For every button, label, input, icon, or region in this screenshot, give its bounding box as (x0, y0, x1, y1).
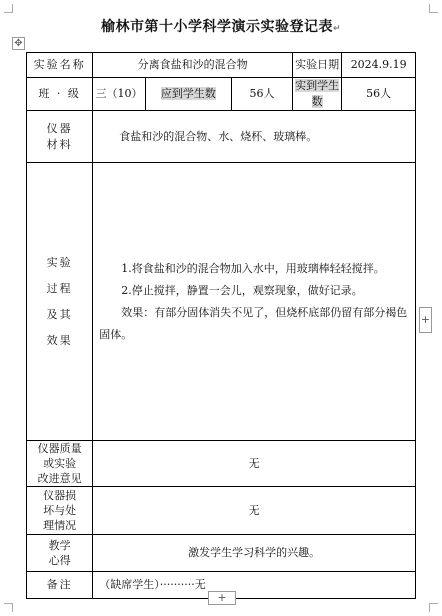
process-label-line4: 效果 (46, 333, 73, 347)
table-move-handle-icon[interactable]: ✥ (12, 37, 25, 50)
materials-label-line2: 材料 (46, 137, 73, 151)
expected-students-label-cell (145, 78, 231, 111)
experiment-name-label: 实验名称 (27, 53, 93, 78)
quality-label-line1: 仪器质量 (37, 442, 82, 455)
document-title-text: 榆林市第十小学科学演示实验登记表 (100, 19, 333, 35)
process-label-line2: 过程 (46, 281, 73, 295)
quality-label-line3: 改进意见 (37, 472, 82, 485)
class-label: 班 · 级 (27, 78, 93, 111)
actual-students-label: 实到学生数 (295, 79, 340, 108)
crop-mark-top-left (4, 4, 13, 13)
process-step-1: 1.将食盐和沙的混合物加入水中，用玻璃棒轻轻搅拌。 (121, 261, 385, 275)
insight-value[interactable]: 激发学生学习科学的兴趣。 (93, 535, 416, 572)
add-column-button[interactable]: + (419, 307, 432, 333)
row-quality (27, 441, 416, 487)
process-step-2: 2.停止搅拌，静置一会儿，观察现象，做好记录。 (121, 283, 363, 297)
experiment-register-table (26, 52, 416, 599)
expected-students-value[interactable]: 56人 (231, 78, 292, 111)
insight-label-line1: 教学 (48, 539, 71, 552)
experiment-date-value[interactable]: 2024.9.19 (342, 53, 416, 78)
experiment-date-label: 实验日期 (292, 53, 341, 78)
row-materials (27, 111, 416, 163)
quality-label-line2: 或实验 (43, 457, 77, 470)
notes-label: 备注 (27, 572, 93, 599)
quality-value[interactable]: 无 (93, 441, 416, 487)
experiment-name-value[interactable]: 分离食盐和沙的混合物 (93, 53, 293, 78)
process-label-line1: 实验 (46, 255, 73, 269)
row-experiment-name (27, 53, 416, 78)
actual-students-value[interactable]: 56人 (342, 78, 416, 111)
row-damage (27, 487, 416, 535)
materials-label-line1: 仪器 (46, 121, 73, 135)
process-effect: 效果：有部分固体消失不见了，但烧杯底部仍留有部分褐色固体。 (99, 305, 408, 341)
expected-students-label: 应到学生数 (160, 87, 216, 100)
actual-students-label-cell (292, 78, 341, 111)
process-label-line3: 及其 (46, 307, 73, 321)
damage-label (27, 487, 93, 535)
materials-label (27, 111, 93, 163)
process-label (27, 163, 93, 441)
damage-label-line3: 理情况 (43, 519, 77, 532)
materials-value: 食盐和沙的混合物、水、烧杯、玻璃棒。 (119, 129, 318, 143)
notes-value[interactable]: （缺席学生）··········无 (93, 572, 416, 599)
process-value-cell[interactable] (93, 163, 416, 441)
row-class (27, 78, 416, 111)
damage-label-line1: 仪器损 (43, 489, 77, 502)
crop-mark-bottom-left (4, 603, 13, 612)
crop-mark-bottom-right (429, 603, 438, 612)
insight-label (27, 535, 93, 572)
row-process (27, 163, 416, 441)
quality-label (27, 441, 93, 487)
add-row-button[interactable]: + (208, 591, 236, 605)
damage-value[interactable]: 无 (93, 487, 416, 535)
damage-label-line2: 坏与处 (43, 504, 77, 517)
crop-mark-top-right (429, 4, 438, 13)
insight-label-line2: 心得 (48, 554, 71, 567)
materials-value-cell[interactable] (93, 111, 416, 163)
document-title: 榆林市第十小学科学演示实验登记表↵ (100, 19, 342, 35)
class-value[interactable]: 三（10） (93, 78, 146, 111)
row-insight (27, 535, 416, 572)
